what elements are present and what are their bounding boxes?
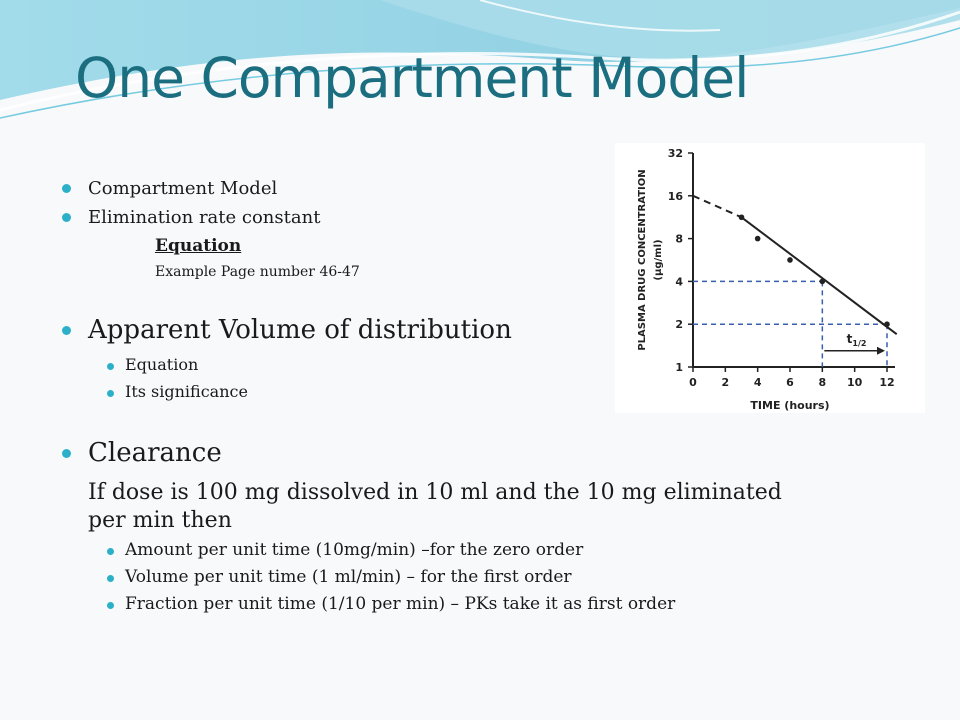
x-axis-label: TIME (hours)	[750, 399, 830, 412]
sub-bullet-dot	[107, 575, 114, 582]
half-life-label-subscript: 1/2	[852, 338, 867, 348]
data-point	[739, 214, 745, 220]
sub-bullet-dot	[107, 363, 114, 370]
clearance-text-line-2: per min then	[88, 508, 232, 533]
clearance-text-line-1: If dose is 100 mg dissolved in 10 ml and the 10 mg eliminated	[88, 480, 782, 505]
data-point	[787, 257, 793, 263]
sub-bullet-volume: Volume per unit time (1 ml/min) – for the first order	[125, 567, 572, 587]
data-point	[820, 279, 826, 285]
slide-title: One Compartment Model	[75, 46, 749, 110]
bullet-dot	[62, 449, 71, 458]
x-tick-label: 6	[786, 376, 794, 389]
data-point	[755, 236, 761, 242]
y-tick-label: 32	[667, 147, 683, 160]
sub-bullet-equation: Equation	[125, 355, 199, 374]
bullet-elimination-rate: Elimination rate constant	[88, 207, 321, 228]
x-tick-label: 0	[689, 376, 697, 389]
x-tick-label: 2	[721, 376, 730, 389]
sub-bullet-dot	[107, 602, 114, 609]
bullet-compartment-model: Compartment Model	[88, 178, 278, 199]
half-life-arrow-head	[877, 347, 885, 355]
x-tick-label: 12	[879, 376, 895, 389]
bullet-clearance: Clearance	[88, 438, 222, 468]
chart-svg	[615, 143, 925, 413]
y-tick-label: 8	[675, 232, 683, 246]
data-point	[884, 321, 890, 327]
half-life-label	[847, 332, 867, 348]
half-life-label-main: t	[846, 331, 853, 346]
x-tick-label: 4	[753, 376, 762, 389]
y-tick-label: 4	[675, 275, 683, 289]
x-tick-label: 8	[818, 376, 827, 389]
x-tick-label: 10	[847, 376, 863, 389]
concentration-time-chart	[615, 143, 925, 413]
bullet-dot	[62, 213, 71, 222]
y-tick-label: 1	[675, 361, 683, 374]
y-axis-label: PLASMA DRUG CONCENTRATION	[637, 169, 648, 351]
bullet-apparent-volume: Apparent Volume of distribution	[88, 315, 512, 345]
y-axis-unit-label: (µg/ml)	[653, 239, 664, 281]
y-tick-label: 2	[675, 318, 683, 332]
sub-bullet-fraction: Fraction per unit time (1/10 per min) – PKs take it as first order	[125, 594, 676, 614]
bullet-dot	[62, 326, 71, 335]
equation-label: Equation	[155, 236, 242, 256]
sub-bullet-significance: Its significance	[125, 382, 248, 401]
sub-bullet-dot	[107, 548, 114, 555]
extrapolation-line	[693, 196, 742, 217]
y-tick-label: 16	[667, 189, 683, 203]
bullet-dot	[62, 184, 71, 193]
sub-bullet-amount: Amount per unit time (10mg/min) –for the zero order	[125, 540, 584, 560]
elimination-line	[742, 217, 897, 334]
sub-bullet-dot	[107, 390, 114, 397]
example-page-text: Example Page number 46-47	[155, 264, 360, 280]
